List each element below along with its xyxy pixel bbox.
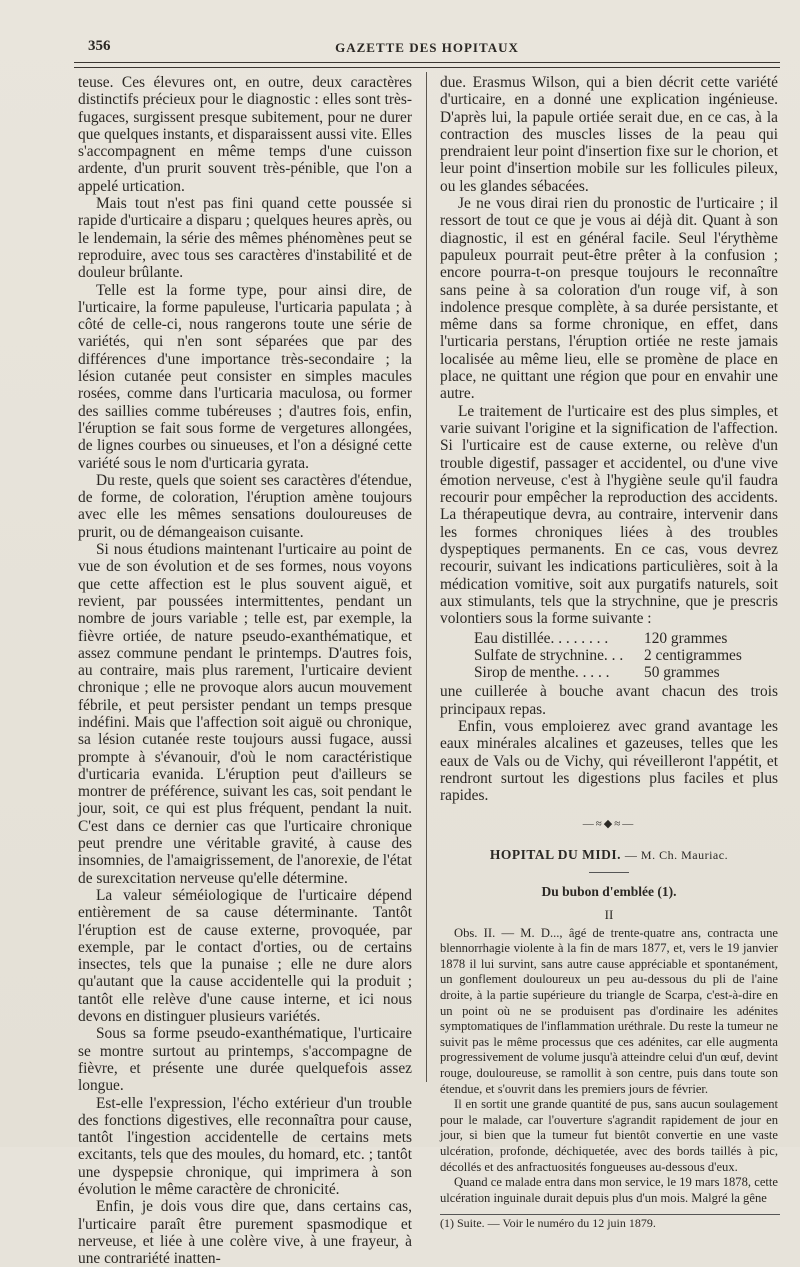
paragraph: Quand ce malade entra dans mon service, le 19 mars 1878, cette ulcération inguinale durait depuis plus d'un mois. Malgré la gêne bbox=[440, 1175, 778, 1205]
hospital-name: HOPITAL DU MIDI. bbox=[489, 846, 622, 862]
left-column bbox=[78, 74, 412, 1267]
article-title: Du bubon d'emblée (1). bbox=[541, 884, 677, 900]
paragraph: Le traitement de l'urticaire est des plus simples, et varie suivant l'origine et la signification de l'affection. Si l'urticaire est de cause externe, ou relève d'un trouble digestif, passager et accidentel, ou d'une vive émotion nerveuse, c'est à l'hygiène seule qu'il faudra recourir pour empêcher la reproduction des accidents. La thérapeutique devra, au contraire, intervenir dans les formes chroniques liées à des troubles dyspeptiques permanents. En ce cas, vous devrez recourir, suivant les indications particulières, soit à la médication vomitive, soit aux purgatifs naturels, soit aux stimulants, tels que la strychnine, que je prescris volontiers sous la forme suivante : bbox=[440, 402, 778, 628]
paragraph: Telle est la forme type, pour ainsi dire, de l'urticaire, la forme papuleuse, l'urticaria papulata ; à côté de celle-ci, nous rangerons toute une série de variétés, qui n'en sont séparées que par des différences d'une importance très-secondaire ; la lésion cutanée peut consister en simples macules rosées, comme dans l'urticaria maculosa, ou former des saillies comme tubéreuses ; d'autres fois, enfin, l'éruption se fait sous forme de vergetures allongées, de lignes courbes ou sinueuses, et l'on a désigné cette variété sous le nom d'urticaria gyrata. bbox=[78, 281, 412, 472]
hospital-heading bbox=[440, 846, 778, 864]
ingredient-quantity: 50 grammes bbox=[644, 664, 720, 682]
paragraph: La valeur séméiologique de l'urticaire dépend entièrement de sa cause déterminante. Tantôt l'éruption est de cause externe, provoquée, par exemple, par le contact d'orties, ou de certains insectes, tels que la punaise ; elle ne dure alors qu'autant que la cause accidentelle qui la produit ; tantôt elle relève d'une cause interne, et ici nous devons en distinguer plusieurs variétés. bbox=[78, 886, 412, 1026]
prescription-row bbox=[474, 664, 778, 681]
paragraph: Obs. II. — M. D..., âgé de trente-quatre ans, contracta une blennorrhagie violente à la fin de mars 1877, et, vers le 19 janvier 1878 il lui survint, sans autre cause appréciable et spontanément, un gonflement douloureux un peu au-dessous du pli de l'aine droite, à la partie supérieure du triangle de Scarpa, c'est-à-dire en un point où ne se produisent pas d'ordinaire les adénites symptomatiques de l'inflammation uréthrale. Du reste la tumeur ne suivit pas le même processus que ces adénites, car elle augmenta progressivement de volume jusqu'à atteindre celui d'un œuf, devint rouge, douloureuse, se ramollit à son centre, puis dans toute son étendue, et s'ouvrit dans les premiers jours de février. bbox=[440, 925, 778, 1096]
paragraph: Est-elle l'expression, l'écho extérieur d'un trouble des fonctions digestives, elle reconnaîtra pour cause, tantôt l'ingestion accidentelle de certains mets excitants, tels que des moules, du homard, etc. ; tantôt une dyspepsie chronique, qui imprimera à son évolution le même caractère de chronicité. bbox=[78, 1094, 412, 1198]
section-ornament: —≈◆≈— bbox=[582, 818, 636, 831]
hospital-author: — M. Ch. Mauriac. bbox=[624, 847, 729, 862]
case-report bbox=[440, 926, 778, 1207]
ingredient-name: Eau distillée. . . . . . . . bbox=[474, 629, 609, 647]
paragraph: Il en sortit une grande quantité de pus, sans aucun soulagement pour le malade, car l'ouverture s'agrandit rapidement de jour en jour, si bien que la tumeur fut bientôt convertie en une vaste ulcération, profonde, déchiquetée, avec des bords taillés à pic, décollés et des anfractuosités fongueuses au-dessous d'eux. bbox=[440, 1097, 778, 1174]
prescription-row bbox=[474, 647, 778, 664]
paragraph: teuse. Ces élevures ont, en outre, deux caractères distinctifs précieux pour le diagnostic : elles sont très-fugaces, surgissent presque subitement, pour ne durer que quelques instants, et disparaissent aussi vite. Elles s'accompagnent en même temps d'une cuisson ardente, d'un prurit souvent très-pénible, que l'on a appelé urtication. bbox=[78, 74, 412, 195]
header-rule bbox=[74, 62, 780, 68]
prescription-row bbox=[474, 630, 778, 647]
journal-title: GAZETTE DES HOPITAUX bbox=[335, 40, 519, 55]
footnote: (1) Suite. — Voir le numéro du 12 juin 1879. bbox=[440, 1216, 656, 1231]
ingredient-quantity: 2 centigrammes bbox=[644, 646, 742, 664]
ingredient-name: Sulfate de strychnine. . . bbox=[474, 646, 624, 664]
page-header bbox=[74, 36, 780, 58]
right-column bbox=[440, 74, 778, 1233]
short-rule bbox=[589, 872, 629, 873]
paragraph: Sous sa forme pseudo-exanthématique, l'urticaire se montre surtout au printemps, s'accompagne de fièvre, et présente une durée quelquefois assez longue. bbox=[78, 1025, 412, 1095]
paragraph: Je ne vous dirai rien du pronostic de l'urticaire ; il ressort de tout ce que je vous ai déjà dit. Quant à son diagnostic, il est en général facile. Seul l'érythème papuleux pourrait peut-être prêter à la confusion ; encore pourra-t-on presque toujours le reconnaître sans peine à sa coloration d'un rouge vif, à son indolence presque complète, à sa durée persistante, et même dans sa forme chronique, en effet, dans l'urticaria perstans, l'éruption ortiée ne reste jamais localisée au même lieu, elle se promène de place en place, ne quittant une région que pour en envahir une autre. bbox=[440, 195, 778, 403]
section-number: II bbox=[604, 907, 614, 923]
paragraph: Mais tout n'est pas fini quand cette poussée si rapide d'urticaire a disparu ; quelques heures après, ou le lendemain, la série des mêmes phénomènes peut se reproduire, avec tous ses caractères d'instabilité et de douleur brûlante. bbox=[78, 195, 412, 282]
ingredient-name: Sirop de menthe. . . . . bbox=[474, 664, 610, 682]
paragraph: Enfin, vous emploierez avec grand avantage les eaux minérales alcalines et gazeuses, telles que les eaux de Vals ou de Vichy, qui réveilleront l'appétit, et rendront surtout les digestions plus faciles et plus rapides. bbox=[440, 717, 778, 805]
column-divider bbox=[426, 72, 427, 1082]
paragraph: Du reste, quels que soient ses caractères d'étendue, de forme, de coloration, l'éruption amène toujours avec elle les mêmes sensations douloureuses de prurit, ou de démangeaison cuisante. bbox=[78, 471, 412, 541]
ingredient-quantity: 120 grammes bbox=[644, 629, 728, 647]
paragraph: due. Erasmus Wilson, qui a bien décrit cette variété d'urticaire, en a donné une explication ingénieuse. D'après lui, la papule ortiée serait due, en ce cas, à la contraction des muscles lisses de la peau qui prendraient leur point d'insertion fixe sur le chorion, et leur point d'insertion mobile sur les follicules pileux, ou les glandes sébacées. bbox=[440, 74, 778, 195]
paragraph: Enfin, je dois vous dire que, dans certains cas, l'urticaire paraît être purement spasmodique et nerveuse, et liée à une colère vive, à une frayeur, à une contrariété inatten- bbox=[78, 1198, 412, 1267]
paragraph: une cuillerée à bouche avant chacun des trois principaux repas. bbox=[440, 683, 778, 718]
paragraph: Si nous étudions maintenant l'urticaire au point de vue de son évolution et de ses formes, nous voyons que cette affection est le plus souvent aiguë, et revient, par poussées intermittentes, pendant un nombre de jours variable ; telle est, par exemple, la fièvre ortiée, de nature pseudo-exanthématique, et assez commune pendant le printemps. D'autres fois, au contraire, mais plus rarement, l'urticaire devient chronique ; elle ne provoque alors aucun mouvement fébrile, et peut persister pendant un temps presque indéfini. Mais que l'affection soit aiguë ou chronique, sa lésion cutanée reste toujours aussi fugace, aussi prompte à s'évanouir, d'où le nom caractéristique d'urticaria evanida. L'éruption peut d'ailleurs se montrer de préférence, suivant les cas, soit pendant le jour, soit, ce qui est plus fréquent, pendant la nuit. C'est dans ce dernier cas que l'urticaire chronique peut prendre une véritable gravité, à cause des insomnies, de l'amaigrissement, de l'anorexie, de l'état de surexcitation nerveuse qu'elle détermine. bbox=[78, 541, 412, 887]
prescription bbox=[474, 630, 778, 682]
page-number: 356 bbox=[88, 38, 111, 54]
